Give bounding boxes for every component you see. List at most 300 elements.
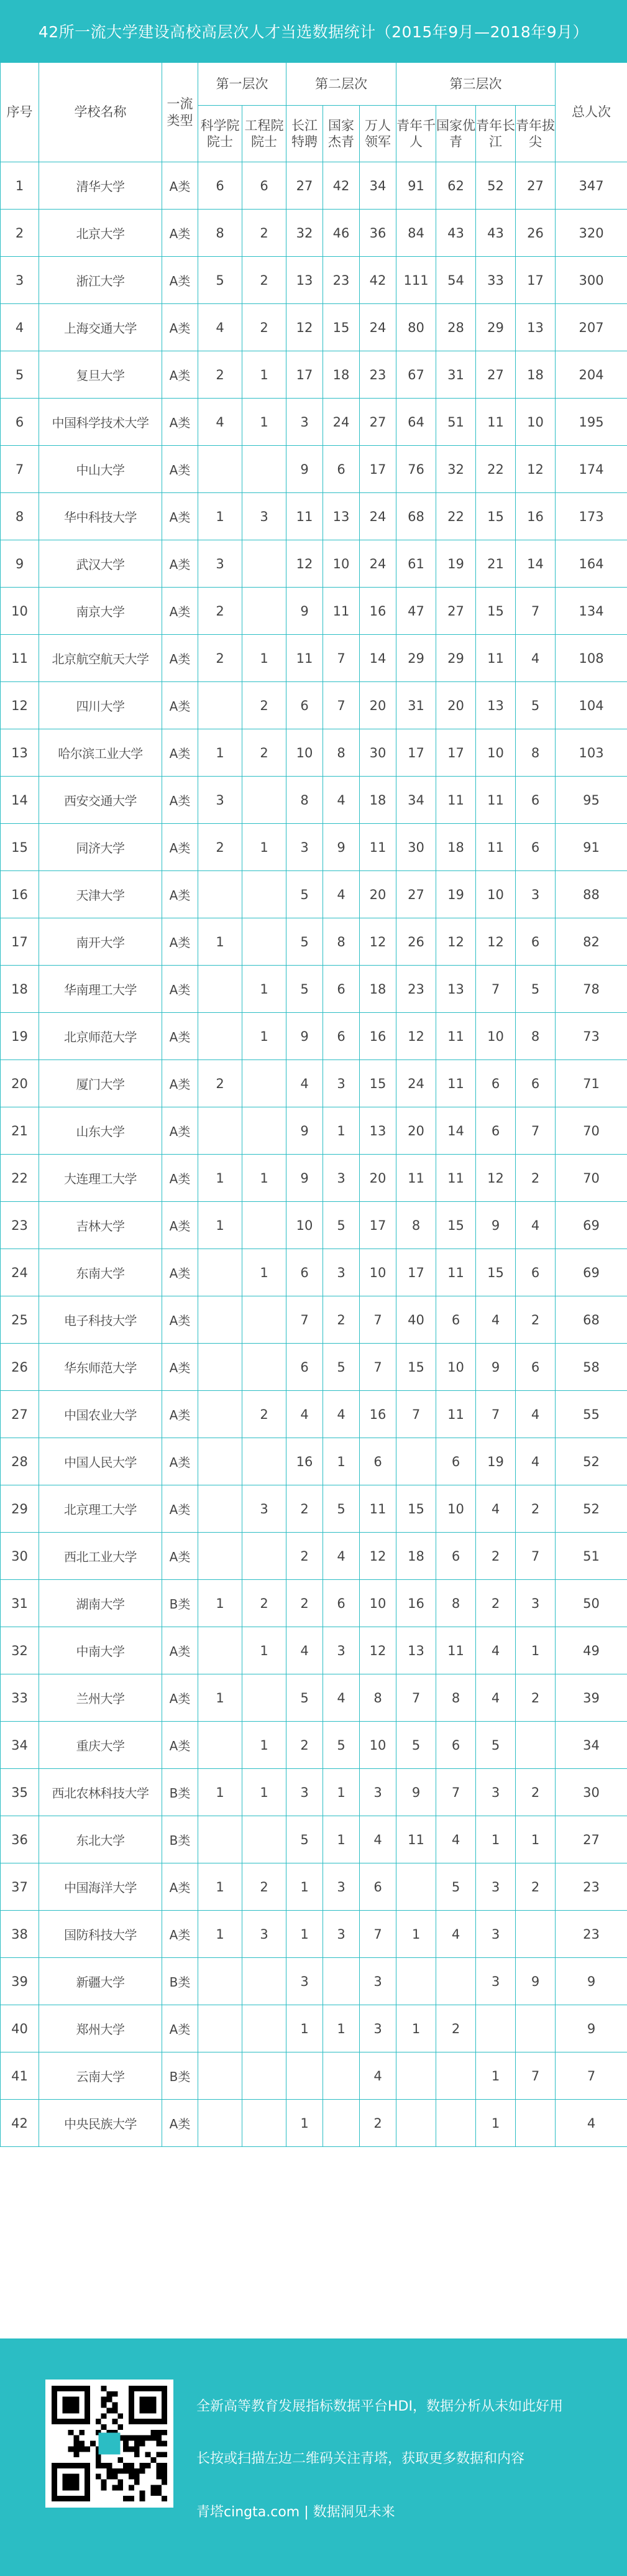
- row-value: 1: [198, 1202, 242, 1249]
- row-total: 7: [556, 2052, 627, 2100]
- row-school: 吉林大学: [39, 1202, 162, 1249]
- row-value: [396, 2052, 436, 2100]
- row-value: [242, 1674, 286, 1722]
- row-school: 西北农林科技大学: [39, 1769, 162, 1816]
- row-value: 7: [516, 1107, 556, 1155]
- row-value: 6: [323, 1580, 360, 1627]
- row-value: 1: [242, 1722, 286, 1769]
- row-value: 2: [286, 1533, 323, 1580]
- row-value: 7: [360, 1296, 396, 1344]
- row-value: 27: [436, 588, 476, 635]
- row-value: 8: [323, 918, 360, 966]
- row-value: 4: [476, 1627, 516, 1674]
- row-value: 10: [436, 1344, 476, 1391]
- row-value: 13: [516, 304, 556, 351]
- row-value: 11: [476, 399, 516, 446]
- row-value: [198, 1722, 242, 1769]
- row-value: [242, 1438, 286, 1485]
- row-value: [516, 2100, 556, 2147]
- row-value: 14: [360, 635, 396, 682]
- row-value: 1: [242, 1769, 286, 1816]
- row-class-type: B类: [162, 1580, 198, 1627]
- row-value: 2: [323, 1296, 360, 1344]
- row-school: 北京航空航天大学: [39, 635, 162, 682]
- row-value: 15: [360, 1060, 396, 1107]
- row-value: 64: [396, 399, 436, 446]
- row-value: 7: [476, 966, 516, 1013]
- row-value: 3: [323, 1911, 360, 1958]
- row-value: 1: [396, 2005, 436, 2052]
- row-value: 22: [436, 493, 476, 540]
- row-value: 5: [323, 1344, 360, 1391]
- row-value: 6: [286, 1249, 323, 1296]
- row-value: 11: [476, 824, 516, 871]
- row-value: 6: [360, 1438, 396, 1485]
- row-value: [242, 446, 286, 493]
- row-class-type: A类: [162, 1438, 198, 1485]
- row-value: 9: [476, 1202, 516, 1249]
- row-class-type: A类: [162, 2100, 198, 2147]
- row-value: [323, 2100, 360, 2147]
- row-value: [242, 1202, 286, 1249]
- row-class-type: A类: [162, 1722, 198, 1769]
- table-row: [1, 399, 627, 446]
- row-value: 1: [198, 493, 242, 540]
- row-value: 10: [286, 729, 323, 777]
- row-school: 国防科技大学: [39, 1911, 162, 1958]
- row-class-type: B类: [162, 1769, 198, 1816]
- row-value: 2: [516, 1769, 556, 1816]
- row-value: 32: [286, 210, 323, 257]
- row-value: 1: [198, 1674, 242, 1722]
- row-value: [436, 2052, 476, 2100]
- row-school: 清华大学: [39, 162, 162, 210]
- row-total: 39: [556, 1674, 627, 1722]
- row-value: 62: [436, 162, 476, 210]
- row-value: [198, 1627, 242, 1674]
- header-sub-7: 国家优青: [436, 106, 476, 162]
- row-seq: 30: [1, 1533, 39, 1580]
- row-value: 16: [360, 1013, 396, 1060]
- row-value: 2: [198, 1060, 242, 1107]
- data-table: [0, 62, 627, 2147]
- row-total: 34: [556, 1722, 627, 1769]
- row-class-type: A类: [162, 824, 198, 871]
- row-value: 9: [286, 1013, 323, 1060]
- row-value: [198, 1485, 242, 1533]
- table-row: [1, 1438, 627, 1485]
- row-value: 1: [242, 351, 286, 399]
- row-total: 173: [556, 493, 627, 540]
- row-value: 11: [436, 1249, 476, 1296]
- row-value: 11: [360, 824, 396, 871]
- header-group-3: 第三层次: [396, 63, 556, 106]
- row-value: [198, 2100, 242, 2147]
- row-value: 3: [360, 2005, 396, 2052]
- row-value: 40: [396, 1296, 436, 1344]
- row-value: 43: [476, 210, 516, 257]
- row-value: 11: [436, 1391, 476, 1438]
- row-value: 11: [436, 1013, 476, 1060]
- row-value: 12: [360, 918, 396, 966]
- row-value: 5: [516, 966, 556, 1013]
- footer-line-1: 全新高等教育发展指标数据平台HDI，数据分析从未如此好用: [196, 2399, 563, 2414]
- table-row: [1, 2005, 627, 2052]
- row-value: 6: [436, 1296, 476, 1344]
- row-seq: 8: [1, 493, 39, 540]
- row-value: 3: [360, 1958, 396, 2005]
- row-value: 2: [516, 1296, 556, 1344]
- row-value: 3: [242, 1485, 286, 1533]
- row-value: 46: [323, 210, 360, 257]
- row-value: 1: [476, 1816, 516, 1863]
- row-class-type: A类: [162, 446, 198, 493]
- row-value: 7: [516, 2052, 556, 2100]
- header-sub-8: 青年长江: [476, 106, 516, 162]
- row-value: 20: [396, 1107, 436, 1155]
- table-row: [1, 1816, 627, 1863]
- row-value: 33: [476, 257, 516, 304]
- row-value: 5: [323, 1202, 360, 1249]
- table-row: [1, 2052, 627, 2100]
- row-seq: 15: [1, 824, 39, 871]
- row-value: 29: [436, 635, 476, 682]
- row-school: 东北大学: [39, 1816, 162, 1863]
- row-value: 111: [396, 257, 436, 304]
- row-class-type: A类: [162, 588, 198, 635]
- row-value: 15: [476, 1249, 516, 1296]
- row-value: 7: [396, 1391, 436, 1438]
- row-value: 8: [286, 777, 323, 824]
- row-value: 7: [396, 1674, 436, 1722]
- row-total: 82: [556, 918, 627, 966]
- row-value: [242, 2005, 286, 2052]
- header-sub-1: 科学院院士: [198, 106, 242, 162]
- row-value: 2: [476, 1580, 516, 1627]
- table-row: [1, 918, 627, 966]
- row-value: 2: [286, 1580, 323, 1627]
- row-value: 47: [396, 588, 436, 635]
- row-value: 10: [476, 871, 516, 918]
- row-value: 6: [516, 1344, 556, 1391]
- table-row: [1, 1769, 627, 1816]
- row-class-type: A类: [162, 1296, 198, 1344]
- row-value: 4: [323, 777, 360, 824]
- row-school: 新疆大学: [39, 1958, 162, 2005]
- row-school: 中国海洋大学: [39, 1863, 162, 1911]
- row-value: 13: [286, 257, 323, 304]
- row-value: 51: [436, 399, 476, 446]
- row-value: 7: [360, 1911, 396, 1958]
- row-value: 23: [323, 257, 360, 304]
- row-value: 6: [323, 966, 360, 1013]
- row-value: 5: [286, 1674, 323, 1722]
- table-row: [1, 1674, 627, 1722]
- table-row: [1, 824, 627, 871]
- row-total: 58: [556, 1344, 627, 1391]
- row-value: 21: [476, 540, 516, 588]
- row-value: 4: [516, 1202, 556, 1249]
- row-value: 7: [476, 1391, 516, 1438]
- row-total: 52: [556, 1485, 627, 1533]
- row-value: 13: [436, 966, 476, 1013]
- row-value: 2: [516, 1485, 556, 1533]
- row-total: 164: [556, 540, 627, 588]
- row-total: 347: [556, 162, 627, 210]
- row-value: 3: [476, 1769, 516, 1816]
- row-total: 320: [556, 210, 627, 257]
- row-value: 11: [396, 1155, 436, 1202]
- row-value: 1: [198, 1155, 242, 1202]
- row-class-type: A类: [162, 399, 198, 446]
- row-value: [198, 682, 242, 729]
- row-value: 4: [436, 1816, 476, 1863]
- row-value: [516, 1722, 556, 1769]
- row-value: 2: [242, 1391, 286, 1438]
- row-school: 浙江大学: [39, 257, 162, 304]
- row-value: 1: [286, 1863, 323, 1911]
- row-value: 1: [242, 966, 286, 1013]
- row-school: 大连理工大学: [39, 1155, 162, 1202]
- row-seq: 17: [1, 918, 39, 966]
- row-value: 4: [516, 1391, 556, 1438]
- row-value: 9: [396, 1769, 436, 1816]
- row-value: [198, 966, 242, 1013]
- row-value: 14: [436, 1107, 476, 1155]
- table-row: [1, 777, 627, 824]
- table-row: [1, 1344, 627, 1391]
- header-group-2: 第二层次: [286, 63, 396, 106]
- row-value: 32: [436, 446, 476, 493]
- table-row: [1, 1013, 627, 1060]
- row-value: 11: [436, 1155, 476, 1202]
- row-class-type: A类: [162, 1391, 198, 1438]
- row-seq: 12: [1, 682, 39, 729]
- row-seq: 25: [1, 1296, 39, 1344]
- row-value: 5: [476, 1722, 516, 1769]
- row-value: 3: [286, 1769, 323, 1816]
- row-value: 10: [476, 1013, 516, 1060]
- row-value: 11: [323, 588, 360, 635]
- row-value: 18: [360, 966, 396, 1013]
- row-class-type: A类: [162, 1107, 198, 1155]
- row-value: 31: [436, 351, 476, 399]
- row-value: 54: [436, 257, 476, 304]
- row-value: 8: [323, 729, 360, 777]
- row-value: 17: [516, 257, 556, 304]
- table-row: [1, 1533, 627, 1580]
- row-value: 5: [286, 918, 323, 966]
- row-class-type: A类: [162, 1202, 198, 1249]
- row-total: 23: [556, 1911, 627, 1958]
- row-total: 73: [556, 1013, 627, 1060]
- row-value: 68: [396, 493, 436, 540]
- row-class-type: B类: [162, 1958, 198, 2005]
- row-value: [242, 540, 286, 588]
- row-school: 北京理工大学: [39, 1485, 162, 1533]
- row-seq: 24: [1, 1249, 39, 1296]
- row-value: [198, 1958, 242, 2005]
- row-value: 6: [286, 1344, 323, 1391]
- row-value: 20: [360, 1155, 396, 1202]
- row-value: 1: [242, 635, 286, 682]
- row-value: [242, 1107, 286, 1155]
- row-seq: 13: [1, 729, 39, 777]
- row-class-type: A类: [162, 1863, 198, 1911]
- row-total: 27: [556, 1816, 627, 1863]
- row-value: 9: [286, 1107, 323, 1155]
- row-class-type: A类: [162, 1013, 198, 1060]
- row-value: 15: [476, 493, 516, 540]
- row-value: 3: [198, 777, 242, 824]
- row-value: 26: [396, 918, 436, 966]
- row-value: 29: [476, 304, 516, 351]
- row-value: 4: [360, 1816, 396, 1863]
- row-value: 4: [323, 1391, 360, 1438]
- row-value: 11: [286, 635, 323, 682]
- row-value: [242, 588, 286, 635]
- footer-line-3: 青塔cingta.com | 数据洞见未来: [196, 2504, 395, 2520]
- row-total: 95: [556, 777, 627, 824]
- row-class-type: B类: [162, 1816, 198, 1863]
- row-value: 5: [198, 257, 242, 304]
- table-row: [1, 540, 627, 588]
- row-school: 南京大学: [39, 588, 162, 635]
- row-total: 103: [556, 729, 627, 777]
- row-value: 2: [242, 304, 286, 351]
- row-seq: 41: [1, 2052, 39, 2100]
- row-value: 26: [516, 210, 556, 257]
- row-value: 1: [242, 1155, 286, 1202]
- row-school: 郑州大学: [39, 2005, 162, 2052]
- row-value: 3: [476, 1958, 516, 2005]
- row-value: 6: [516, 1060, 556, 1107]
- row-value: 4: [516, 1438, 556, 1485]
- row-value: [198, 1296, 242, 1344]
- row-value: [396, 1438, 436, 1485]
- row-value: 15: [323, 304, 360, 351]
- row-value: 84: [396, 210, 436, 257]
- row-value: 1: [476, 2100, 516, 2147]
- table-row: [1, 1911, 627, 1958]
- row-value: 20: [436, 682, 476, 729]
- row-value: [396, 2100, 436, 2147]
- row-value: 16: [360, 1391, 396, 1438]
- row-value: 2: [286, 1485, 323, 1533]
- row-value: 9: [323, 824, 360, 871]
- row-value: 22: [476, 446, 516, 493]
- row-value: 27: [516, 162, 556, 210]
- row-value: 13: [323, 493, 360, 540]
- row-value: [242, 1816, 286, 1863]
- row-total: 69: [556, 1249, 627, 1296]
- row-value: [516, 1911, 556, 1958]
- row-value: 7: [516, 588, 556, 635]
- row-value: 12: [516, 446, 556, 493]
- row-total: 104: [556, 682, 627, 729]
- header-school: 学校名称: [39, 63, 162, 162]
- row-class-type: A类: [162, 729, 198, 777]
- row-value: 4: [476, 1674, 516, 1722]
- row-value: 11: [360, 1485, 396, 1533]
- row-class-type: A类: [162, 162, 198, 210]
- row-value: 5: [396, 1722, 436, 1769]
- row-seq: 36: [1, 1816, 39, 1863]
- row-school: 四川大学: [39, 682, 162, 729]
- row-value: 8: [516, 729, 556, 777]
- row-value: 4: [516, 635, 556, 682]
- row-value: 7: [516, 1533, 556, 1580]
- row-value: 11: [396, 1816, 436, 1863]
- row-seq: 14: [1, 777, 39, 824]
- row-value: 76: [396, 446, 436, 493]
- row-value: 14: [516, 540, 556, 588]
- row-class-type: A类: [162, 493, 198, 540]
- row-value: [198, 871, 242, 918]
- row-total: 108: [556, 635, 627, 682]
- row-seq: 38: [1, 1911, 39, 1958]
- row-value: 3: [198, 540, 242, 588]
- row-value: 9: [516, 1958, 556, 2005]
- row-seq: 26: [1, 1344, 39, 1391]
- header-total: 总人次: [556, 63, 627, 162]
- header-sub-6: 青年千人: [396, 106, 436, 162]
- row-total: 134: [556, 588, 627, 635]
- row-total: 9: [556, 1958, 627, 2005]
- row-value: 18: [516, 351, 556, 399]
- row-value: 3: [323, 1155, 360, 1202]
- row-total: 52: [556, 1438, 627, 1485]
- row-value: [198, 446, 242, 493]
- row-seq: 27: [1, 1391, 39, 1438]
- row-school: 同济大学: [39, 824, 162, 871]
- row-value: 2: [198, 351, 242, 399]
- row-value: 3: [476, 1863, 516, 1911]
- row-seq: 1: [1, 162, 39, 210]
- row-value: [436, 2100, 476, 2147]
- table-row: [1, 1580, 627, 1627]
- row-value: 9: [286, 446, 323, 493]
- row-value: 15: [396, 1485, 436, 1533]
- row-value: 3: [323, 1863, 360, 1911]
- row-value: [198, 1107, 242, 1155]
- row-seq: 31: [1, 1580, 39, 1627]
- row-seq: 2: [1, 210, 39, 257]
- header-sub-2: 工程院院士: [242, 106, 286, 162]
- row-value: 1: [323, 1438, 360, 1485]
- row-value: 11: [436, 777, 476, 824]
- row-seq: 20: [1, 1060, 39, 1107]
- row-value: [198, 1391, 242, 1438]
- header-sub-3: 长江特聘: [286, 106, 323, 162]
- row-total: 70: [556, 1107, 627, 1155]
- row-value: [242, 871, 286, 918]
- row-value: 9: [286, 1155, 323, 1202]
- row-value: 30: [360, 729, 396, 777]
- row-school: 东南大学: [39, 1249, 162, 1296]
- row-value: 10: [476, 729, 516, 777]
- row-value: 17: [396, 1249, 436, 1296]
- qr-code-icon: [45, 2380, 173, 2508]
- row-value: 11: [436, 1060, 476, 1107]
- row-value: 4: [286, 1627, 323, 1674]
- row-value: 6: [436, 1438, 476, 1485]
- row-value: 5: [286, 1816, 323, 1863]
- row-value: 10: [436, 1485, 476, 1533]
- row-class-type: A类: [162, 871, 198, 918]
- row-value: 4: [323, 1533, 360, 1580]
- row-total: 55: [556, 1391, 627, 1438]
